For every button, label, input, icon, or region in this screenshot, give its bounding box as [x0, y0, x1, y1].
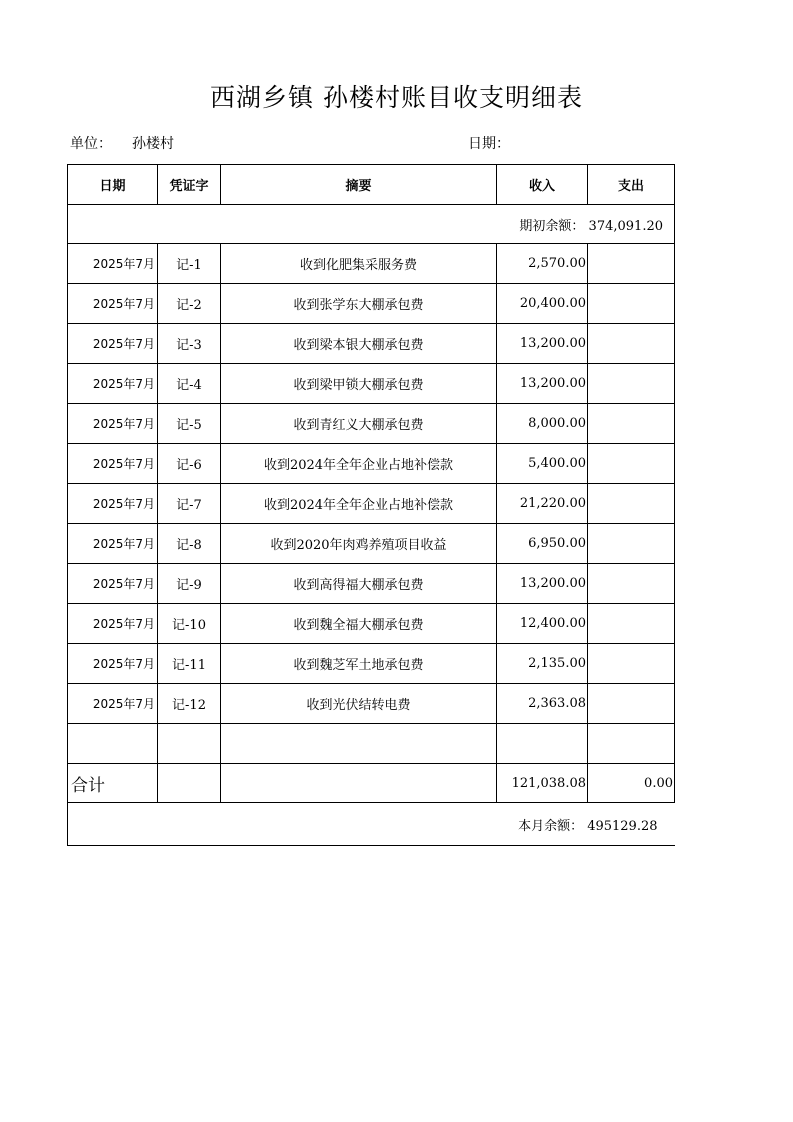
- unit-value: 孙楼村: [132, 136, 174, 152]
- cell-voucher: 记-4: [158, 364, 221, 404]
- cell-summary: 收到光伏结转电费: [221, 684, 497, 724]
- cell-date: 2025年7月: [68, 364, 158, 404]
- cell-summary: 收到青红义大棚承包费: [221, 404, 497, 444]
- table-row: [68, 684, 675, 724]
- cell-date: 2025年7月: [68, 604, 158, 644]
- total-summary-empty: [221, 764, 497, 803]
- table-row: [68, 604, 675, 644]
- cell-voucher: 记-7: [158, 484, 221, 524]
- cell-date: 2025年7月: [68, 404, 158, 444]
- cell-income: 12,400.00: [497, 604, 588, 644]
- cell-date: 2025年7月: [68, 564, 158, 604]
- cell-income: 6,950.00: [497, 524, 588, 564]
- cell-expense: [588, 604, 675, 644]
- cell-expense: [588, 644, 675, 684]
- cell-income: [497, 724, 588, 764]
- cell-income: 13,200.00: [497, 564, 588, 604]
- cell-voucher: 记-11: [158, 644, 221, 684]
- cell-date: [68, 724, 158, 764]
- cell-date: 2025年7月: [68, 444, 158, 484]
- column-header-summary: 摘要: [221, 165, 497, 205]
- cell-date: 2025年7月: [68, 284, 158, 324]
- opening-balance: 期初余额： 374,091.20: [68, 205, 675, 244]
- cell-date: 2025年7月: [68, 244, 158, 284]
- cell-voucher: 记-2: [158, 284, 221, 324]
- cell-voucher: 记-12: [158, 684, 221, 724]
- date-label: 日期：: [468, 136, 510, 152]
- cell-date: 2025年7月: [68, 644, 158, 684]
- ledger-table: [67, 164, 675, 846]
- cell-summary: 收到魏全福大棚承包费: [221, 604, 497, 644]
- cell-date: 2025年7月: [68, 324, 158, 364]
- cell-expense: [588, 324, 675, 364]
- cell-summary: 收到2024年全年企业占地补偿款: [221, 444, 497, 484]
- column-header-date: 日期: [68, 165, 158, 205]
- table-row: [68, 324, 675, 364]
- cell-voucher: 记-5: [158, 404, 221, 444]
- cell-voucher: 记-1: [158, 244, 221, 284]
- column-header-expense: 支出: [588, 165, 675, 205]
- cell-summary: 收到梁本银大棚承包费: [221, 324, 497, 364]
- cell-expense: [588, 404, 675, 444]
- total-label: 合计: [68, 764, 158, 803]
- table-row: [68, 564, 675, 604]
- cell-expense: [588, 244, 675, 284]
- page-title: 西湖乡镇 孙楼村账目收支明细表: [210, 83, 583, 112]
- total-row: [68, 764, 675, 803]
- cell-income: 5,400.00: [497, 444, 588, 484]
- cell-income: 21,220.00: [497, 484, 588, 524]
- total-income: 121,038.08: [497, 764, 588, 803]
- table-row: [68, 244, 675, 284]
- cell-voucher: 记-10: [158, 604, 221, 644]
- cell-expense: [588, 364, 675, 404]
- cell-voucher: 记-6: [158, 444, 221, 484]
- cell-summary: 收到梁甲锁大棚承包费: [221, 364, 497, 404]
- cell-summary: 收到张学东大棚承包费: [221, 284, 497, 324]
- cell-expense: [588, 724, 675, 764]
- table-row: [68, 444, 675, 484]
- table-row: [68, 284, 675, 324]
- cell-summary: [221, 724, 497, 764]
- opening-balance-row: [68, 205, 675, 244]
- cell-expense: [588, 524, 675, 564]
- cell-income: 13,200.00: [497, 324, 588, 364]
- table-row: [68, 364, 675, 404]
- cell-income: 20,400.00: [497, 284, 588, 324]
- cell-income: 2,570.00: [497, 244, 588, 284]
- cell-voucher: 记-3: [158, 324, 221, 364]
- table-row: [68, 724, 675, 764]
- cell-date: 2025年7月: [68, 484, 158, 524]
- table-row: [68, 644, 675, 684]
- total-expense: 0.00: [588, 764, 675, 803]
- cell-expense: [588, 484, 675, 524]
- column-header-voucher: 凭证字: [158, 165, 221, 205]
- cell-summary: 收到魏芝军土地承包费: [221, 644, 497, 684]
- cell-summary: 收到2020年肉鸡养殖项目收益: [221, 524, 497, 564]
- cell-expense: [588, 444, 675, 484]
- cell-income: 2,363.08: [497, 684, 588, 724]
- closing-balance-row: [68, 803, 675, 846]
- column-header-income: 收入: [497, 165, 588, 205]
- cell-income: 2,135.00: [497, 644, 588, 684]
- cell-income: 13,200.00: [497, 364, 588, 404]
- cell-voucher: [158, 724, 221, 764]
- closing-balance: 本月余额： 495129.28: [68, 803, 675, 846]
- cell-date: 2025年7月: [68, 524, 158, 564]
- cell-date: 2025年7月: [68, 684, 158, 724]
- cell-expense: [588, 684, 675, 724]
- cell-expense: [588, 564, 675, 604]
- table-row: [68, 404, 675, 444]
- table-row: [68, 484, 675, 524]
- cell-expense: [588, 284, 675, 324]
- cell-summary: 收到化肥集采服务费: [221, 244, 497, 284]
- total-voucher-empty: [158, 764, 221, 803]
- cell-voucher: 记-8: [158, 524, 221, 564]
- header-row: [68, 165, 675, 205]
- cell-income: 8,000.00: [497, 404, 588, 444]
- cell-summary: 收到高得福大棚承包费: [221, 564, 497, 604]
- unit-label: 单位：: [70, 136, 112, 152]
- table-row: [68, 524, 675, 564]
- cell-voucher: 记-9: [158, 564, 221, 604]
- cell-summary: 收到2024年全年企业占地补偿款: [221, 484, 497, 524]
